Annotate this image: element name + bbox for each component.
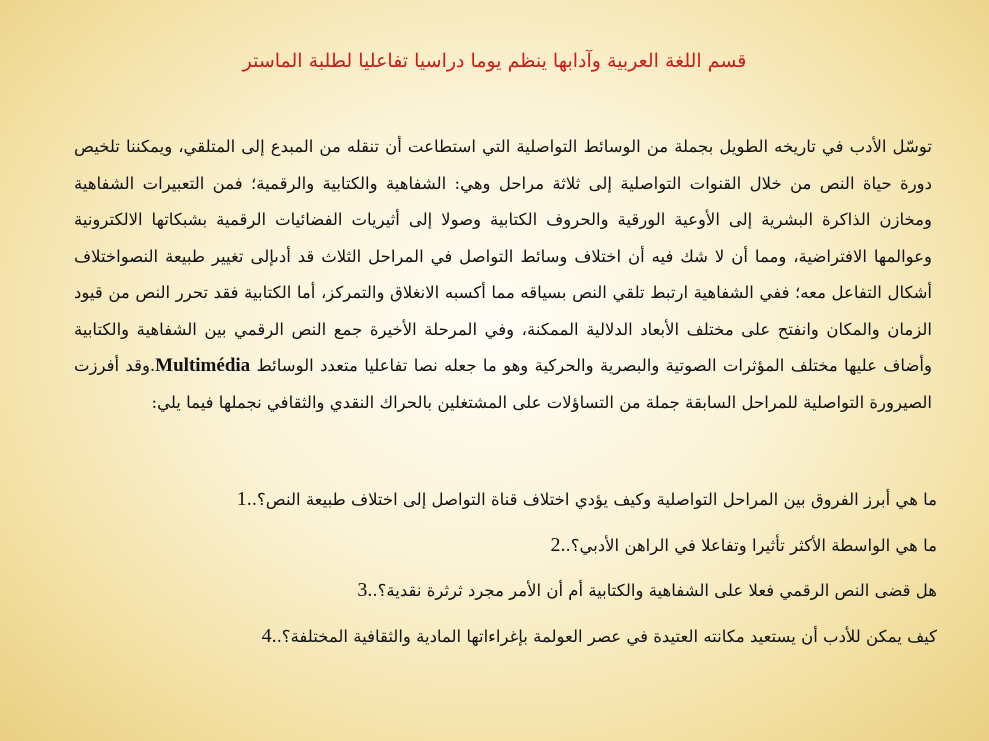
slide-title: قسم اللغة العربية وآدابها ينظم يوما دراسيا تفاعليا لطلبة الماستر bbox=[242, 50, 747, 72]
question-text: ما هي الواسطة الأكثر تأثيرا وتفاعلا في الراهن الأدبي؟. bbox=[565, 535, 937, 555]
question-item-2 bbox=[177, 534, 937, 580]
question-item-4 bbox=[177, 625, 937, 671]
question-number: 2. bbox=[550, 533, 566, 556]
question-number: 4. bbox=[261, 624, 277, 647]
question-item-1 bbox=[177, 488, 937, 534]
paragraph-text-part1: توسّل الأدب في تاريخه الطويل بجملة من الوسائط التواصلية التي استطاعت أن تنقله من المبدع إلى المتلقي، ويمكننا تلخيص دورة حياة النص من خلال القنوات التواصلية إلى ثلاثة مراحل وهي: الشفاهية والكتابية والرقمية؛ فمن التعبيرات الشفاهية ومخازن الذاكرة البشرية إلى الأوعية الورقية والحروف الكتابية وصولا إلى أثيريات الفضائيات الرقمية بشبكاتها الالكترونية وعوالمها الافتراضية، ومما أن لا شك فيه أن اختلاف وسائط التواصل في المراحل الثلاث قد أدىإلى تغيير طبيعة النصواختلاف أشكال التفاعل معه؛ ففي الشفاهية ارتبط تلقي النص بسياقه مما أكسبه الانغلاق والتمركز، أما الكتابية فقد تحرر النص من قيود الزمان والمكان وانفتح على مختلف الأبعاد الدلالية الممكنة، وفي المرحلة الأخيرة جمع النص الرقمي بين الشفاهية والكتابية وأضاف عليها مختلف المؤثرات الصوتية والبصرية والحركية وهو ما جعله نصا تفاعليا متعدد الوسائط bbox=[74, 137, 932, 375]
question-number: 1. bbox=[236, 488, 252, 510]
body-paragraph bbox=[74, 129, 932, 421]
paragraph-latin-term: Multimédia bbox=[155, 355, 251, 376]
questions-list bbox=[177, 488, 937, 670]
question-item-3 bbox=[177, 579, 937, 625]
question-number: 3. bbox=[357, 579, 373, 601]
question-text: كيف يمكن للأدب أن يستعيد مكانته العتيدة في عصر العولمة بإغراءاتها المادية والثقافية المختلفة؟. bbox=[276, 626, 937, 646]
question-text: هل قضى النص الرقمي فعلا على الشفاهية والكتابية أم أن الأمر مجرد ثرثرة نقدية؟. bbox=[372, 581, 937, 600]
question-text: ما هي أبرز الفروق بين المراحل التواصلية وكيف يؤدي اختلاف قناة التواصل إلى اختلاف طبيعة النص؟. bbox=[251, 490, 937, 509]
paragraph-text-part2: .وقد أفرزت الصيرورة التواصلية للمراحل السابقة جملة من التساؤلات على المشتغلين بالحراك النقدي والثقافي نجملها فيما يلي: bbox=[74, 356, 932, 412]
